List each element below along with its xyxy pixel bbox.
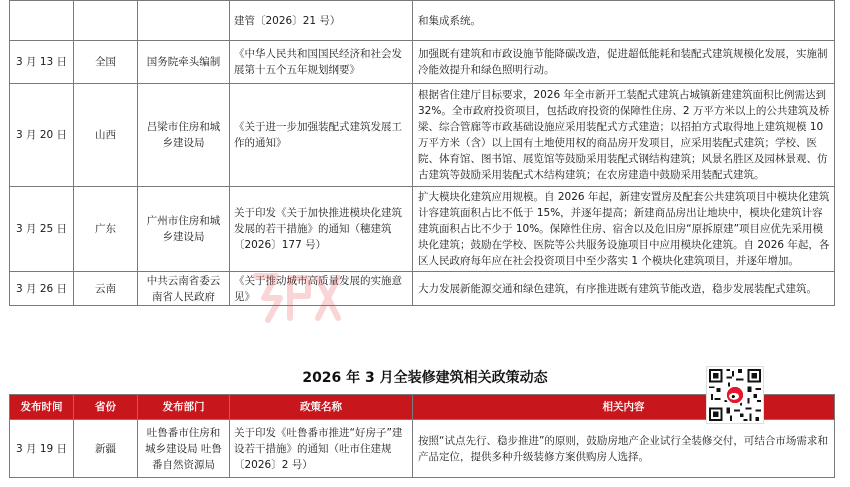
- dept-cell: 中共云南省委云南省人民政府: [138, 272, 230, 306]
- date-cell: 3 月 25 日: [10, 187, 74, 272]
- province-cell: 云南: [74, 272, 138, 306]
- dept-cell: 广州市住房和城乡建设局: [138, 187, 230, 272]
- table-row: [10, 84, 835, 187]
- section-title: 2026 年 3 月全装修建筑相关政策动态: [302, 370, 548, 386]
- province-cell: 新疆: [74, 420, 138, 478]
- header-date: 发布时间: [10, 395, 74, 420]
- date-cell: 3 月 19 日: [10, 420, 74, 478]
- content-cell: 根据省住建厅目标要求，2026 年全市新开工装配式建筑占城镇新建建筑面积比例需达到 32%。全市政府投资项目，包括政府投资的保障性住房、2 万平方米以上的公共建筑及桥梁、综合管廊等市政基础设施应采用装配式方式建造；以招拍方式取得地上建筑规模 10 万平方米（含）以上国有土地使用权的商品房开发项目，应采用装配式建筑；学校、医院、体育馆、图书馆、展览馆等鼓励采用装配式钢结构建筑；风景名胜区及园林景观、仿古建筑等鼓励采用装配式木结构建筑；在农房建造中鼓励采用装配式建筑。: [413, 84, 835, 187]
- table-row: [10, 272, 835, 306]
- header-policy: 政策名称: [230, 395, 413, 420]
- qr-code-icon: [706, 366, 764, 424]
- doc-cell: 《关于推动城市高质量发展的实施意见》: [230, 272, 413, 306]
- date-cell: 3 月 13 日: [10, 41, 74, 84]
- doc-cell: 关于印发《关于加快推进模块化建筑发展的若干措施》的通知（穗建筑〔2026〕177 号）: [230, 187, 413, 272]
- province-cell: 山西: [74, 84, 138, 187]
- table-row: [10, 187, 835, 272]
- dept-cell: 国务院牵头编制: [138, 41, 230, 84]
- content-cell: 按照“试点先行、稳步推进”的原则，鼓励房地产企业试行全装修交付，可结合市场需求和产品定位，提供多种升级装修方案供购房人选择。: [413, 420, 835, 478]
- province-cell: [74, 1, 138, 41]
- date-cell: [10, 1, 74, 41]
- doc-cell: 《关于进一步加强装配式建筑发展工作的通知》: [230, 84, 413, 187]
- doc-cell: 建管〔2026〕21 号）: [230, 1, 413, 41]
- doc-cell: 关于印发《吐鲁番市推进“好房子”建设若干措施》的通知（吐市住建规〔2026〕2 号）: [230, 420, 413, 478]
- province-cell: 广东: [74, 187, 138, 272]
- doc-cell: 《中华人民共和国国民经济和社会发展第十五个五年规划纲要》: [230, 41, 413, 84]
- table-row: [10, 1, 835, 41]
- header-province: 省份: [74, 395, 138, 420]
- content-cell: 加强既有建筑和市政设施节能降碳改造，促进超低能耗和装配式建筑规模化发展，实施制冷能效提升和绿色照明行动。: [413, 41, 835, 84]
- content-cell: 扩大模块化建筑应用规模。自 2026 年起，新建安置房及配套公共建筑项目中模块化建筑计容建筑面积占比不低于 15%，并逐年提高；新建商品房出让地块中，模块化建筑计容建筑面积占比不少于 10%。保障性住房、宿舍以及危旧房“原拆原建”项目应优先采用模块化建筑；鼓励在学校、医院等公共服务设施项目中应用模块化建筑。自 2026 年起，各区人民政府每年应在社会投资项目中至少落实 1 个模块化建筑项目，并逐年增加。: [413, 187, 835, 272]
- header-dept: 发布部门: [138, 395, 230, 420]
- dept-cell: 吐鲁番市住房和城乡建设局 吐鲁番自然资源局: [138, 420, 230, 478]
- policy-table-1: [9, 0, 835, 306]
- content-cell: 和集成系统。: [413, 1, 835, 41]
- table-row: [10, 420, 835, 478]
- date-cell: 3 月 26 日: [10, 272, 74, 306]
- dept-cell: [138, 1, 230, 41]
- province-cell: 全国: [74, 41, 138, 84]
- date-cell: 3 月 20 日: [10, 84, 74, 187]
- content-cell: 大力发展新能源交通和绿色建筑，有序推进既有建筑节能改造，稳步发展装配式建筑。: [413, 272, 835, 306]
- header-content: 相关内容: [413, 395, 835, 420]
- table-row: [10, 41, 835, 84]
- dept-cell: 吕梁市住房和城乡建设局: [138, 84, 230, 187]
